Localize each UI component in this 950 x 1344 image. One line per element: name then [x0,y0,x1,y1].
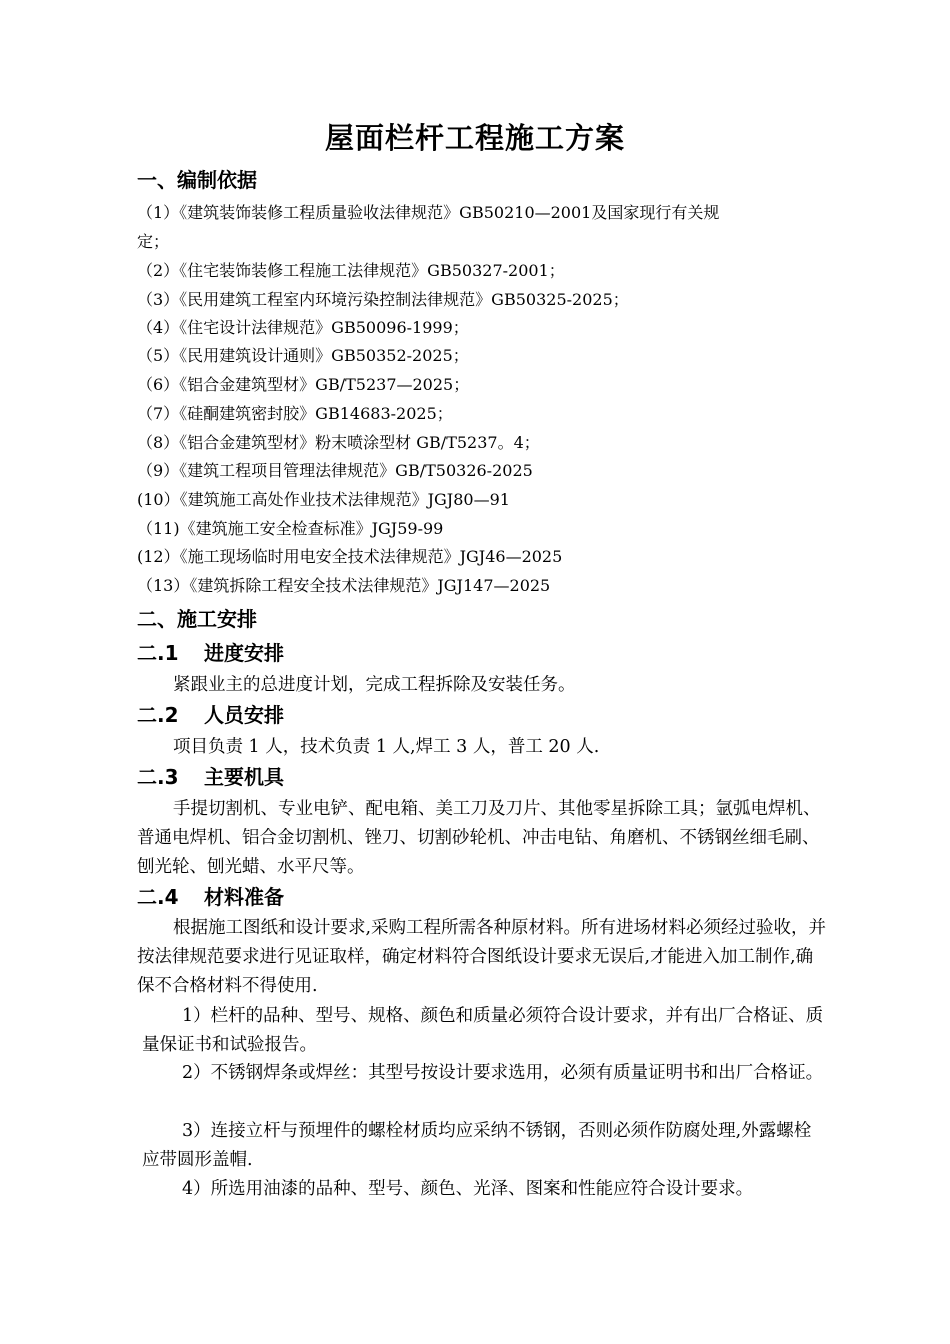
reference-item: （13）《建筑拆除工程安全技术法律规范》JGJ147—2025 [137,576,551,595]
reference-item: 定； [137,232,170,251]
subsection-number: 二.2 [137,703,179,727]
subsection-heading-staffing [137,700,284,730]
materials-text: 根据施工图纸和设计要求,采购工程所需各种原材料。所有进场材料必须经过验收，并按法律规范要求进行见证取样，确定材料符合图纸设计要求无误后,才能进入加工制作,确保不合格材料不得使用. [137,918,827,996]
subsection-heading-materials [137,882,284,912]
reference-item: （5）《民用建筑设计通则》GB50352-2025； [137,346,469,365]
staffing-text: 项目负责 1 人，技术负责 1 人,焊工 3 人，普工 20 人. [173,737,600,757]
reference-item: （11)《建筑施工安全检查标准》JGJ59-99 [137,519,444,538]
reference-item: （2）《住宅装饰装修工程施工法律规范》GB50327-2001； [137,261,565,280]
reference-item: (10）《建筑施工高处作业技术法律规范》JGJ80—91 [137,490,510,509]
subsection-heading-equipment [137,762,284,792]
material-requirement-item: 1）栏杆的品种、型号、规格、颜色和质量必须符合设计要求，并有出厂合格证、质量保证书和试验报告。 [142,1006,824,1055]
material-requirement-item: 3）连接立杆与预埋件的螺栓材质均应采纳不锈钢，否则必须作防腐处理,外露螺栓应带圆形盖帽. [142,1121,812,1170]
reference-item: （7）《硅酮建筑密封胶》GB14683-2025； [137,404,453,423]
subsection-heading-schedule [137,638,284,668]
reference-item: （3）《民用建筑工程室内环境污染控制法律规范》GB50325-2025； [137,290,629,309]
reference-item: （6）《铝合金建筑型材》GB/T5237—2025； [137,375,470,394]
subsection-title: 进度安排 [204,641,284,665]
section-heading-arrangement: 二、施工安排 [137,607,257,631]
material-requirement-item: 2）不锈钢焊条或焊丝：其型号按设计要求选用，必须有质量证明书和出厂合格证。 [182,1063,824,1083]
reference-item: (12）《施工现场临时用电安全技术法律规范》JGJ46—2025 [137,547,563,566]
subsection-number: 二.4 [137,885,179,909]
subsection-number: 二.1 [137,641,179,665]
subsection-number: 二.3 [137,765,179,789]
reference-item: （8）《铝合金建筑型材》粉末喷涂型材 GB/T5237。4； [137,433,540,452]
reference-item: （4）《住宅设计法律规范》GB50096-1999； [137,318,469,337]
schedule-text: 紧跟业主的总进度计划，完成工程拆除及安装任务。 [173,675,576,695]
material-requirement-item: 4）所选用油漆的品种、型号、颜色、光泽、图案和性能应符合设计要求。 [182,1179,754,1199]
document-title: 屋面栏杆工程施工方案 [324,121,625,155]
subsection-title: 人员安排 [204,703,284,727]
subsection-title: 材料准备 [204,885,284,909]
section-heading-basis: 一、编制依据 [137,168,257,192]
equipment-text: 手提切割机、专业电铲、配电箱、美工刀及刀片、其他零星拆除工具；氩弧电焊机、普通电焊机、铝合金切割机、锉刀、切割砂轮机、冲击电钻、角磨机、不锈钢丝细毛刷、刨光轮、刨光蜡、水平尺等。 [137,799,821,877]
reference-item: （1）《建筑装饰装修工程质量验收法律规范》GB50210—2001及国家现行有关规 [137,203,720,222]
reference-item: （9）《建筑工程项目管理法律规范》GB/T50326-2025 [137,461,533,480]
subsection-title: 主要机具 [204,765,284,789]
